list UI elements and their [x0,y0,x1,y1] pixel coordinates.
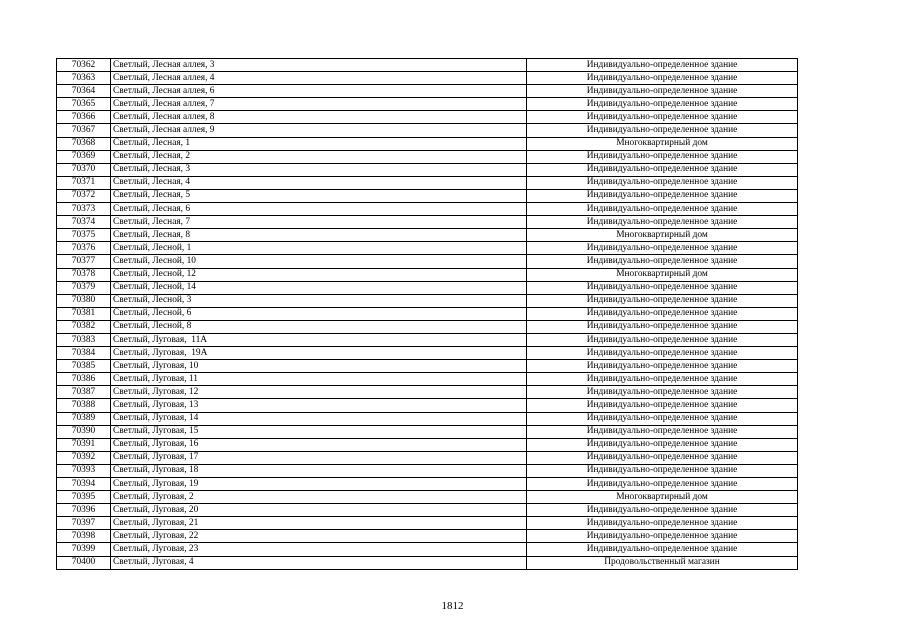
table-row [57,59,798,72]
address-cell: Светлый, Луговая, 19А [111,347,527,360]
registry-number-cell: 70397 [57,517,111,530]
registry-number-cell: 70380 [57,294,111,307]
registry-number-cell: 70389 [57,412,111,425]
registry-number-cell: 70378 [57,268,111,281]
table-row [57,360,798,373]
address-cell: Светлый, Луговая, 19 [111,478,527,491]
table-row [57,320,798,333]
table-row [57,111,798,124]
object-type-cell: Индивидуально-определенное здание [527,176,798,189]
table-row [57,386,798,399]
object-type-cell: Индивидуально-определенное здание [527,360,798,373]
address-cell: Светлый, Луговая, 4 [111,556,527,569]
registry-number-cell: 70391 [57,438,111,451]
registry-number-cell: 70370 [57,163,111,176]
register-table-body [57,59,798,570]
object-type-cell: Индивидуально-определенное здание [527,294,798,307]
table-row [57,203,798,216]
table-row [57,242,798,255]
table-row [57,268,798,281]
table-row [57,307,798,320]
address-cell: Светлый, Луговая, 13 [111,399,527,412]
registry-number-cell: 70393 [57,464,111,477]
address-cell: Светлый, Лесная аллея, 6 [111,85,527,98]
registry-number-cell: 70396 [57,504,111,517]
object-type-cell: Индивидуально-определенное здание [527,386,798,399]
address-cell: Светлый, Лесная, 5 [111,189,527,202]
registry-number-cell: 70373 [57,203,111,216]
address-cell: Светлый, Луговая, 17 [111,451,527,464]
address-cell: Светлый, Луговая, 14 [111,412,527,425]
registry-number-cell: 70363 [57,72,111,85]
registry-number-cell: 70395 [57,491,111,504]
registry-number-cell: 70388 [57,399,111,412]
table-row [57,464,798,477]
registry-number-cell: 70399 [57,543,111,556]
table-row [57,216,798,229]
address-cell: Светлый, Лесная аллея, 7 [111,98,527,111]
object-type-cell: Индивидуально-определенное здание [527,216,798,229]
object-type-cell: Индивидуально-определенное здание [527,72,798,85]
address-cell: Светлый, Луговая, 10 [111,360,527,373]
address-cell: Светлый, Луговая, 11 [111,373,527,386]
object-type-cell: Индивидуально-определенное здание [527,255,798,268]
registry-number-cell: 70381 [57,307,111,320]
address-cell: Светлый, Лесная, 3 [111,163,527,176]
address-cell: Светлый, Лесной, 6 [111,307,527,320]
registry-number-cell: 70371 [57,176,111,189]
table-row [57,150,798,163]
address-cell: Светлый, Лесная, 8 [111,229,527,242]
object-type-cell: Индивидуально-определенное здание [527,189,798,202]
address-cell: Светлый, Лесная аллея, 9 [111,124,527,137]
address-cell: Светлый, Луговая, 15 [111,425,527,438]
table-row [57,412,798,425]
table-row [57,399,798,412]
registry-number-cell: 70362 [57,59,111,72]
object-type-cell: Индивидуально-определенное здание [527,59,798,72]
registry-number-cell: 70398 [57,530,111,543]
registry-number-cell: 70364 [57,85,111,98]
object-type-cell: Индивидуально-определенное здание [527,98,798,111]
address-cell: Светлый, Луговая, 20 [111,504,527,517]
table-row [57,137,798,150]
registry-number-cell: 70384 [57,347,111,360]
object-type-cell: Индивидуально-определенное здание [527,451,798,464]
address-cell: Светлый, Лесной, 14 [111,281,527,294]
address-cell: Светлый, Лесная аллея, 3 [111,59,527,72]
registry-number-cell: 70392 [57,451,111,464]
registry-number-cell: 70367 [57,124,111,137]
address-cell: Светлый, Лесная, 7 [111,216,527,229]
table-row [57,124,798,137]
registry-number-cell: 70377 [57,255,111,268]
object-type-cell: Индивидуально-определенное здание [527,150,798,163]
object-type-cell: Индивидуально-определенное здание [527,543,798,556]
address-cell: Светлый, Луговая, 22 [111,530,527,543]
object-type-cell: Индивидуально-определенное здание [527,425,798,438]
table-row [57,373,798,386]
table-row [57,163,798,176]
registry-number-cell: 70369 [57,150,111,163]
object-type-cell: Индивидуально-определенное здание [527,399,798,412]
registry-number-cell: 70376 [57,242,111,255]
registry-number-cell: 70382 [57,320,111,333]
object-type-cell: Индивидуально-определенное здание [527,163,798,176]
address-cell: Светлый, Лесной, 12 [111,268,527,281]
table-row [57,438,798,451]
table-row [57,478,798,491]
object-type-cell: Индивидуально-определенное здание [527,281,798,294]
table-row [57,189,798,202]
registry-number-cell: 70368 [57,137,111,150]
registry-number-cell: 70386 [57,373,111,386]
address-cell: Светлый, Лесной, 1 [111,242,527,255]
object-type-cell: Индивидуально-определенное здание [527,111,798,124]
address-cell: Светлый, Луговая, 12 [111,386,527,399]
object-type-cell: Индивидуально-определенное здание [527,124,798,137]
object-type-cell: Продовольственный магазин [527,556,798,569]
object-type-cell: Индивидуально-определенное здание [527,242,798,255]
registry-number-cell: 70365 [57,98,111,111]
address-cell: Светлый, Лесной, 8 [111,320,527,333]
registry-number-cell: 70383 [57,333,111,346]
object-type-cell: Индивидуально-определенное здание [527,85,798,98]
table-row [57,491,798,504]
address-cell: Светлый, Луговая, 21 [111,517,527,530]
address-cell: Светлый, Луговая, 16 [111,438,527,451]
object-type-cell: Индивидуально-определенное здание [527,530,798,543]
object-type-cell: Индивидуально-определенное здание [527,320,798,333]
object-type-cell: Индивидуально-определенное здание [527,203,798,216]
object-type-cell: Индивидуально-определенное здание [527,347,798,360]
address-cell: Светлый, Лесной, 10 [111,255,527,268]
object-type-cell: Индивидуально-определенное здание [527,307,798,320]
table-row [57,530,798,543]
object-type-cell: Индивидуально-определенное здание [527,478,798,491]
table-row [57,556,798,569]
object-type-cell: Индивидуально-определенное здание [527,517,798,530]
table-row [57,229,798,242]
table-row [57,504,798,517]
address-cell: Светлый, Лесной, 3 [111,294,527,307]
table-row [57,85,798,98]
object-type-cell: Индивидуально-определенное здание [527,412,798,425]
page-number: 1812 [441,600,464,612]
registry-number-cell: 70394 [57,478,111,491]
registry-number-cell: 70385 [57,360,111,373]
table-row [57,98,798,111]
address-cell: Светлый, Луговая, 11А [111,333,527,346]
address-cell: Светлый, Лесная, 2 [111,150,527,163]
registry-number-cell: 70390 [57,425,111,438]
registry-number-cell: 70375 [57,229,111,242]
table-row [57,176,798,189]
object-type-cell: Индивидуально-определенное здание [527,464,798,477]
registry-number-cell: 70387 [57,386,111,399]
table-row [57,255,798,268]
object-type-cell: Многоквартирный дом [527,229,798,242]
table-row [57,451,798,464]
object-type-cell: Индивидуально-определенное здание [527,373,798,386]
object-type-cell: Многоквартирный дом [527,137,798,150]
address-cell: Светлый, Лесная аллея, 8 [111,111,527,124]
registry-number-cell: 70366 [57,111,111,124]
table-row [57,517,798,530]
object-type-cell: Индивидуально-определенное здание [527,333,798,346]
address-cell: Светлый, Лесная аллея, 4 [111,72,527,85]
registry-number-cell: 70374 [57,216,111,229]
address-cell: Светлый, Луговая, 18 [111,464,527,477]
registry-number-cell: 70372 [57,189,111,202]
address-cell: Светлый, Луговая, 2 [111,491,527,504]
object-type-cell: Многоквартирный дом [527,268,798,281]
address-cell: Светлый, Лесная, 4 [111,176,527,189]
table-row [57,347,798,360]
object-type-cell: Индивидуально-определенное здание [527,438,798,451]
registry-number-cell: 70379 [57,281,111,294]
table-row [57,543,798,556]
table-row [57,294,798,307]
address-cell: Светлый, Лесная, 6 [111,203,527,216]
object-type-cell: Индивидуально-определенное здание [527,504,798,517]
table-row [57,425,798,438]
property-register-table [56,58,798,570]
table-row [57,333,798,346]
table-row [57,281,798,294]
address-cell: Светлый, Лесная, 1 [111,137,527,150]
table-row [57,72,798,85]
address-cell: Светлый, Луговая, 23 [111,543,527,556]
registry-number-cell: 70400 [57,556,111,569]
object-type-cell: Многоквартирный дом [527,491,798,504]
